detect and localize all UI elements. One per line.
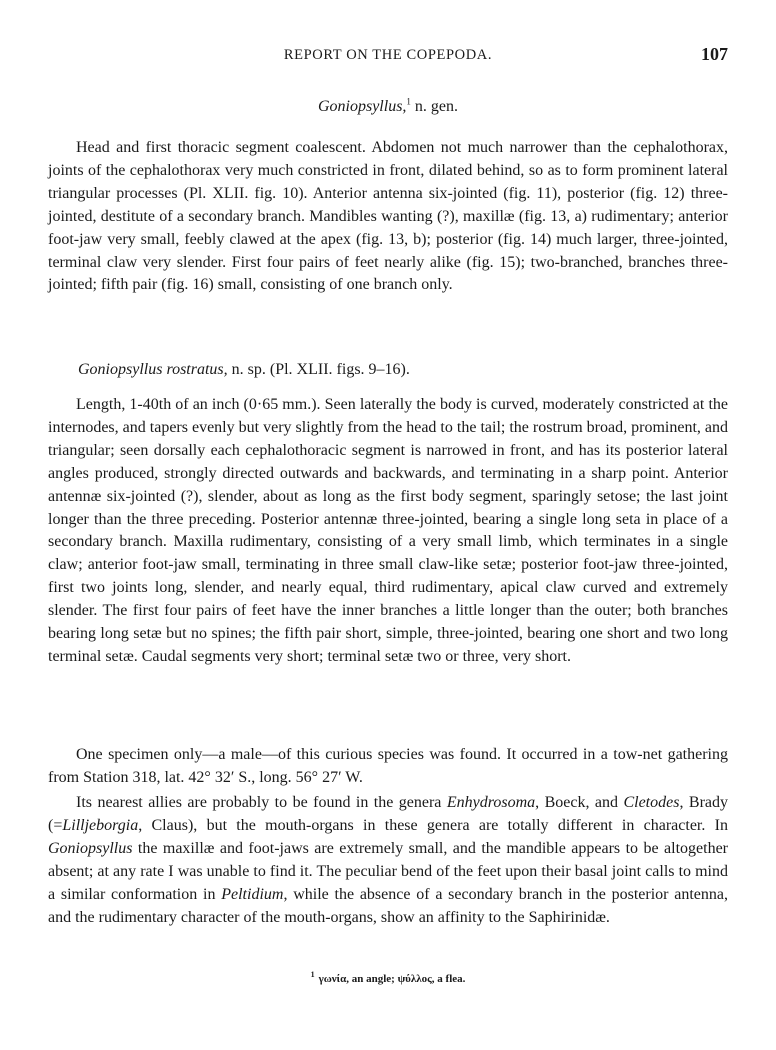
- species-heading: [78, 361, 410, 379]
- genus-heading: [48, 98, 728, 116]
- running-title: REPORT ON THE COPEPODA.: [283, 47, 493, 63]
- genus-cletodes: Cletodes: [623, 794, 680, 811]
- genus-peltidium: Peltidium: [221, 885, 284, 903]
- species-description: Length, 1-40th of an inch (0·65 mm.). Seen laterally the body is curved, moderately constricted at the internodes, and tapers evenly but very slightly from the head to the tail; the rostrum broad, prominent, and triangular; seen dorsally each cephalothoracic segment is narrowed in front, and has its posterior lateral angles produced, strongly directed outwards and backwards, and terminating in a sharp point. Anterior antennæ six-jointed (?), slender, about as long as the first body segment, sparingly setose; the last joint longer than the three preceding. Posterior antennæ three-jointed, bearing a single long seta in place of a secondary branch. Maxilla rudimentary, consisting of a very small limb, which terminates in a single claw; anterior foot-jaw small, terminating in three small claw-like setæ; posterior foot-jaw three-jointed, first two joints long, slender, and nearly equal, third rudimentary, apical claw curved and extremely slender. The first four pairs of feet have the inner branches a little longer than the outer; both branches bearing long setæ but no spines; the fifth pair short, simple, three-jointed, bearing one short and two long terminal setæ. Caudal segments very short; terminal setæ two or three, very short.: [48, 396, 728, 665]
- genus-description: Head and first thoracic segment coalescent. Abdomen not much narrower than the cephalothorax, joints of the cephalothorax very much constricted in front, dilated behind, so as to form prominent lateral triangular processes (Pl. XLII. fig. 10). Anterior antenna six-jointed (fig. 11), posterior (fig. 12) three-jointed, destitute of a secondary branch. Mandibles wanting (?), maxillæ (fig. 13, a) rudimentary; anterior foot-jaw very small, feebly clawed at the apex (fig. 13, b); posterior (fig. 14) much larger, three-jointed, terminal claw very slender. First four pairs of feet nearly alike (fig. 15); two-branched, branches three-jointed; fifth pair (fig. 16) small, consisting of one branch only.: [48, 139, 728, 294]
- genus-lilljeborgia: Lilljeborgia: [62, 816, 139, 834]
- genus-name: Goniopsyllus,: [317, 98, 407, 115]
- genus-goniopsyllus: Goniopsyllus: [48, 839, 133, 857]
- allies-text: the maxillæ and foot-jaws are extremely small, and the mandible appears to be altogether absent; at any rate I was unable to find it. The peculiar bend of the feet upon their basal joint calls to mind a similar conformation in: [48, 839, 728, 903]
- footnote: [48, 970, 728, 985]
- genus-designation: n. gen.: [410, 98, 459, 115]
- footnote-text: γωνία, an angle; ψύλλος, a flea.: [318, 973, 466, 985]
- page-number: 107: [701, 44, 728, 64]
- genus-enhydrosoma: Enhydrosoma: [446, 794, 536, 811]
- allies-text: , Boeck, and: [535, 794, 624, 811]
- species-name: Goniopsyllus rostratus,: [78, 361, 228, 378]
- footnote-mark: 1: [310, 970, 315, 980]
- allies-text: , Claus), but the mouth-organs in these genera are totally different in character. In: [138, 816, 728, 834]
- allies-paragraph: [48, 792, 728, 929]
- allies-text: , while the absence of a secondary branch in the posterior antenna, and the rudimentary character of the mouth-organs, show an affinity to the Saphirinidæ.: [48, 885, 728, 926]
- specimen-paragraph: One specimen only—a male—of this curious species was found. It occurred in a tow-net gathering from Station 318, lat. 42° 32′ S., long. 56° 27′ W.: [48, 746, 728, 786]
- running-head: [48, 44, 728, 68]
- footnote-reference: 1: [406, 96, 411, 107]
- allies-text: , Brady (=: [48, 794, 728, 834]
- species-designation: n. sp. (Pl. XLII. figs. 9–16).: [227, 361, 410, 378]
- allies-text: Its nearest allies are probably to be found in the genera: [76, 794, 447, 811]
